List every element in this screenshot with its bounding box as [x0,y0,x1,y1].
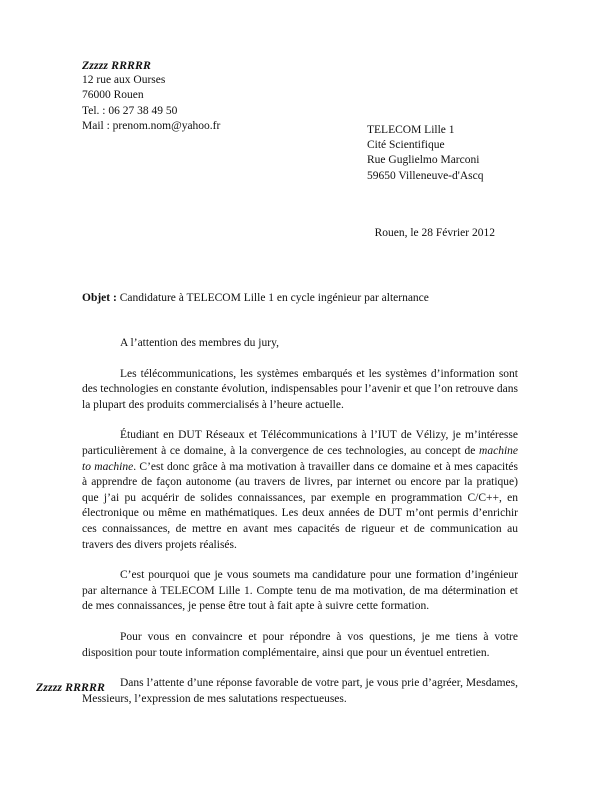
body-paragraph-5: Dans l’attente d’une réponse favorable de votre part, je vous prie d’agréer, Mesdames, Messieurs, l’expression de mes salutations respectueuses. [82,677,518,705]
recipient-campus: Cité Scientifique [367,139,445,152]
recipient-city: 59650 Villeneuve-d'Ascq [367,169,484,182]
signature-name: Zzzzz RRRRR [36,680,105,694]
paragraph-2-emphasis: machine to machine [82,444,518,473]
sender-name: Zzzzz RRRRR [82,58,151,72]
body-paragraph-3: C’est pourquoi que je vous soumets ma candidature pour une formation d’ingénieur par alternance à TELECOM Lille 1. Compte tenu de ma motivation, de ma détermination et de mes connaissances, je pense être tout à fait apte à suivre cette formation. [82,569,518,613]
letter-body [82,336,518,722]
recipient-organization: TELECOM Lille 1 [367,124,455,136]
subject-line [82,292,518,304]
subject-text: Candidature à TELECOM Lille 1 en cycle ingénieur par alternance [116,292,429,304]
recipient-address-block [367,123,567,184]
sender-street: 12 rue aux Ourses [82,74,166,87]
subject-label: Objet : [82,292,117,304]
body-paragraph-1: Les télécommunications, les systèmes embarqués et les systèmes d’information sont des technologies en constante évolution, indispensables pour l’avenir et que l’on retrouve dans la plupart des produits commercialisés à l’heure actuelle. [82,367,518,411]
sender-email: Mail : prenom.nom@yahoo.fr [82,119,221,132]
recipient-street: Rue Guglielmo Marconi [367,154,480,167]
body-paragraph-4: Pour vous en convaincre et pour répondre à vos questions, je me tiens à votre disposition pour toute information complémentaire, ainsi que pour un éventuel entretien. [82,630,518,659]
sender-phone: Tel. : 06 27 38 49 50 [82,104,178,117]
sender-city: 76000 Rouen [82,89,144,102]
salutation: A l’attention des membres du jury, [120,337,279,349]
paragraph-2-segment-1: Étudiant en DUT Réseaux et Télécommunications à l’IUT de Vélizy, je m’intéresse particulièrement à ce domaine, à la convergence de ces technologies, au concept de [82,429,518,457]
letter-content [82,58,519,705]
paragraph-2-segment-2: . C’est donc grâce à ma motivation à travailler dans ce domaine et à mes capacités à apprendre de façon autonome (au travers de livres, par internet ou encore par la pratique) que j’ai pu acquérir de solides connaissances, par exemple en programmation C/C++, en électronique ou même en mathématiques. Les deux années de DUT m’ont permis d’enrichir ces connaissances, de mettre en avant mes capacités de rigueur et de communication au travers des divers projets réalisés. [82,460,519,551]
body-paragraph-2 [82,428,518,553]
place-and-date: Rouen, le 28 Février 2012 [374,227,495,239]
